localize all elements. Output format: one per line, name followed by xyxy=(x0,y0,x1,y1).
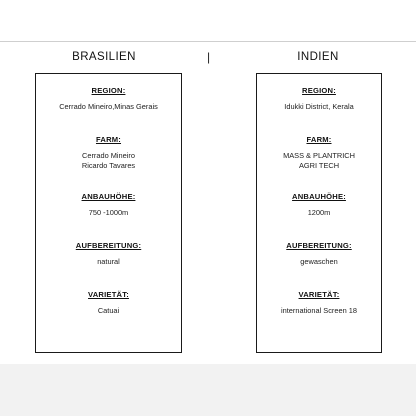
region-value: Idukki District, Kerala xyxy=(284,102,354,111)
column-heading-brasilien: BRASILIEN xyxy=(72,51,136,63)
altitude-label: ANBAUHÖHE: xyxy=(81,192,136,201)
altitude-label: ANBAUHÖHE: xyxy=(292,192,346,201)
farm-label: FARM: xyxy=(306,135,332,144)
farm-value xyxy=(36,151,181,171)
top-divider-line xyxy=(0,41,416,42)
altitude-value: 1200m xyxy=(307,208,331,217)
region-section xyxy=(36,86,181,112)
processing-label: AUFBEREITUNG: xyxy=(75,241,142,250)
altitude-value: 750 -1000m xyxy=(88,208,129,217)
farm-value-line-2: AGRI TECH xyxy=(298,161,340,170)
variety-value: international Screen 18 xyxy=(280,306,357,315)
altitude-section xyxy=(36,192,181,218)
processing-value: natural xyxy=(97,257,120,266)
column-heading-indien: INDIEN xyxy=(297,51,339,63)
region-label: REGION: xyxy=(91,86,126,95)
coffee-info-card-indien xyxy=(256,73,382,353)
processing-label: AUFBEREITUNG: xyxy=(286,241,352,250)
processing-section xyxy=(36,241,181,267)
region-label: REGION: xyxy=(302,86,336,95)
farm-section xyxy=(36,135,181,171)
variety-value: Catuai xyxy=(97,306,120,315)
processing-value: gewaschen xyxy=(300,257,338,266)
region-value: Cerrado Mineiro,Minas Gerais xyxy=(59,102,158,111)
heading-separator: | xyxy=(207,50,211,64)
processing-section xyxy=(257,241,381,267)
bottom-background-band xyxy=(0,364,416,416)
variety-section xyxy=(36,290,181,316)
variety-label: VARIETÄT: xyxy=(88,290,129,299)
coffee-info-card-brasilien xyxy=(35,73,182,353)
variety-section xyxy=(257,290,381,316)
farm-section xyxy=(257,135,381,171)
farm-label: FARM: xyxy=(95,135,122,144)
region-section xyxy=(257,86,381,112)
farm-value xyxy=(257,151,381,171)
farm-value-line-2: Ricardo Tavares xyxy=(81,161,136,170)
farm-value-line-1: Cerrado Mineiro xyxy=(82,151,135,160)
farm-value-line-1: MASS & PLANTRICH xyxy=(283,151,355,160)
variety-label: VARIETÄT: xyxy=(298,290,340,299)
altitude-section xyxy=(257,192,381,218)
